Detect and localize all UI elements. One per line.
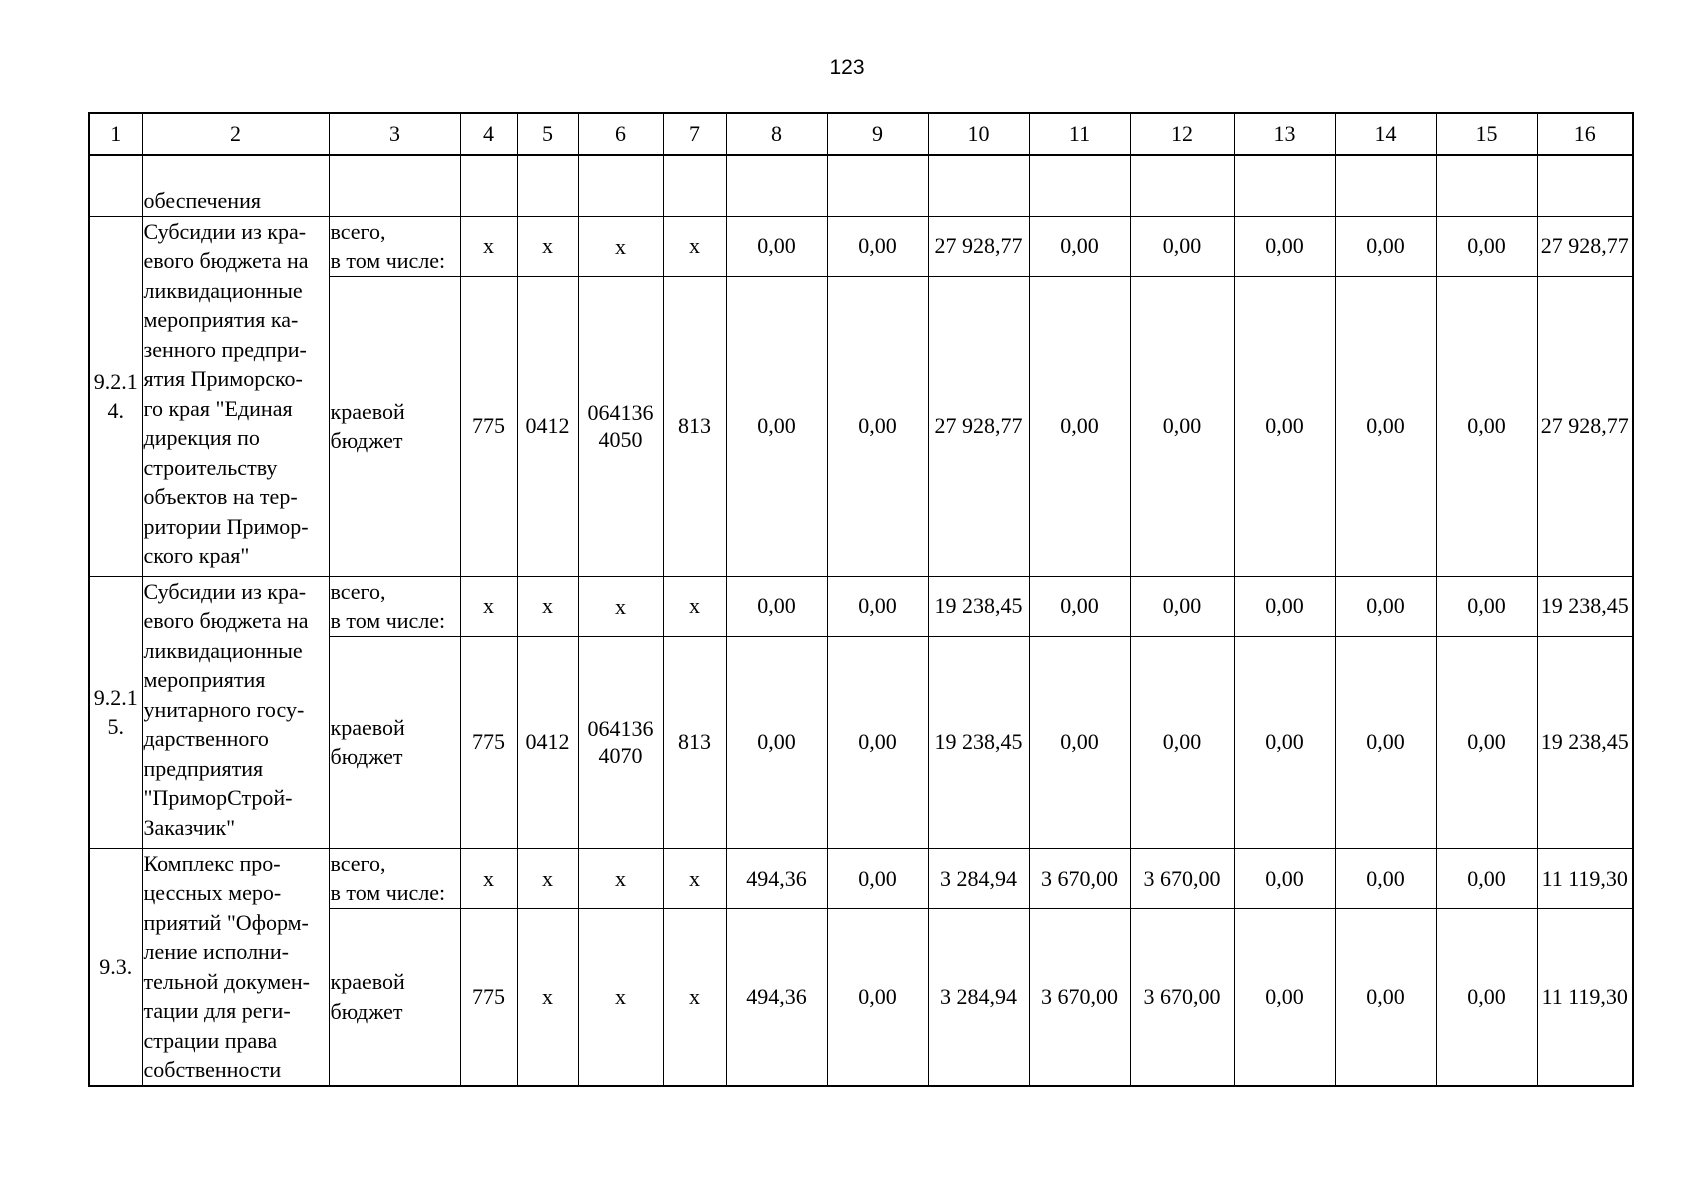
section-code-cell: x <box>517 848 578 909</box>
amount-cell: 27 928,77 <box>928 216 1029 276</box>
amount-cell: 0,00 <box>827 216 928 276</box>
column-header: 15 <box>1436 113 1537 155</box>
admin-code-cell: x <box>460 848 517 909</box>
table-cell <box>460 155 517 216</box>
item-name-cell: Субсидии из кра- евого бюджета на ликвидационные мероприятия унитарного госу- дарственного предприятия "ПриморСтрой- Заказчик" <box>142 576 329 848</box>
amount-cell: 27 928,77 <box>1537 216 1633 276</box>
column-header: 11 <box>1029 113 1130 155</box>
amount-cell: 0,00 <box>1234 216 1335 276</box>
column-header: 14 <box>1335 113 1436 155</box>
column-header: 5 <box>517 113 578 155</box>
amount-cell: 0,00 <box>726 216 827 276</box>
amount-cell: 0,00 <box>1335 276 1436 576</box>
amount-cell: 0,00 <box>1130 636 1234 848</box>
amount-cell: 0,00 <box>1234 276 1335 576</box>
column-header: 8 <box>726 113 827 155</box>
amount-cell: 0,00 <box>726 636 827 848</box>
amount-cell: 0,00 <box>726 576 827 636</box>
amount-cell: 0,00 <box>1029 636 1130 848</box>
expense-type-cell: x <box>663 216 726 276</box>
amount-cell: 3 670,00 <box>1130 848 1234 909</box>
item-number-cell: 9.3. <box>89 848 142 1086</box>
section-code-cell: x <box>517 576 578 636</box>
target-code-cell: 064136 4050 <box>578 276 663 576</box>
item-number-cell: 9.2.1 4. <box>89 216 142 576</box>
amount-cell: 0,00 <box>827 276 928 576</box>
amount-cell: 0,00 <box>1436 276 1537 576</box>
funding-level-cell: краевой бюджет <box>329 276 460 576</box>
table-cell <box>1537 155 1633 216</box>
amount-cell: 0,00 <box>1436 636 1537 848</box>
table-cell <box>928 155 1029 216</box>
section-code-cell: 0412 <box>517 276 578 576</box>
amount-cell: 3 670,00 <box>1029 848 1130 909</box>
amount-cell: 0,00 <box>1130 216 1234 276</box>
amount-cell: 19 238,45 <box>928 636 1029 848</box>
funding-level-cell: краевой бюджет <box>329 636 460 848</box>
target-code-cell: x <box>578 576 663 636</box>
amount-cell: 3 284,94 <box>928 848 1029 909</box>
column-header: 10 <box>928 113 1029 155</box>
column-header: 3 <box>329 113 460 155</box>
amount-cell: 19 238,45 <box>1537 636 1633 848</box>
column-header: 16 <box>1537 113 1633 155</box>
column-header: 13 <box>1234 113 1335 155</box>
amount-cell: 494,36 <box>726 848 827 909</box>
amount-cell: 19 238,45 <box>1537 576 1633 636</box>
amount-cell: 11 119,30 <box>1537 909 1633 1086</box>
column-header: 2 <box>142 113 329 155</box>
table-cell <box>726 155 827 216</box>
amount-cell: 0,00 <box>827 636 928 848</box>
amount-cell: 0,00 <box>1436 216 1537 276</box>
amount-cell: 0,00 <box>1234 636 1335 848</box>
amount-cell: 0,00 <box>1436 909 1537 1086</box>
table-cell <box>1436 155 1537 216</box>
expense-type-cell: 813 <box>663 636 726 848</box>
amount-cell: 0,00 <box>1436 576 1537 636</box>
amount-cell: 0,00 <box>1234 909 1335 1086</box>
admin-code-cell: 775 <box>460 276 517 576</box>
section-code-cell: 0412 <box>517 636 578 848</box>
amount-cell: 0,00 <box>726 276 827 576</box>
table-cell <box>827 155 928 216</box>
table-cell <box>1335 155 1436 216</box>
column-header: 7 <box>663 113 726 155</box>
amount-cell: 0,00 <box>1335 636 1436 848</box>
table-cell <box>1234 155 1335 216</box>
table-row-total <box>89 576 1633 636</box>
column-header: 6 <box>578 113 663 155</box>
amount-cell: 0,00 <box>1335 848 1436 909</box>
expense-type-cell: x <box>663 848 726 909</box>
header-row <box>89 113 1633 155</box>
amount-cell: 0,00 <box>827 848 928 909</box>
table-cell <box>517 155 578 216</box>
amount-cell: 0,00 <box>827 576 928 636</box>
column-header: 12 <box>1130 113 1234 155</box>
amount-cell: 11 119,30 <box>1537 848 1633 909</box>
admin-code-cell: 775 <box>460 636 517 848</box>
amount-cell: 3 284,94 <box>928 909 1029 1086</box>
admin-code-cell: x <box>460 216 517 276</box>
amount-cell: 0,00 <box>1335 216 1436 276</box>
amount-cell: 0,00 <box>1335 909 1436 1086</box>
expense-type-cell: x <box>663 909 726 1086</box>
continuation-row <box>89 155 1633 216</box>
expense-type-cell: x <box>663 576 726 636</box>
amount-cell: 0,00 <box>1029 276 1130 576</box>
amount-cell: 0,00 <box>1130 576 1234 636</box>
section-code-cell: x <box>517 216 578 276</box>
amount-cell: 0,00 <box>1130 276 1234 576</box>
admin-code-cell: x <box>460 576 517 636</box>
target-code-cell: 064136 4070 <box>578 636 663 848</box>
continued-name-cell: обеспечения <box>142 155 329 216</box>
table-row-total <box>89 848 1633 909</box>
section-code-cell: x <box>517 909 578 1086</box>
table-cell <box>1130 155 1234 216</box>
column-header: 9 <box>827 113 928 155</box>
table-cell <box>578 155 663 216</box>
column-header: 4 <box>460 113 517 155</box>
amount-cell: 27 928,77 <box>1537 276 1633 576</box>
amount-cell: 3 670,00 <box>1130 909 1234 1086</box>
amount-cell: 0,00 <box>1335 576 1436 636</box>
amount-cell: 0,00 <box>1436 848 1537 909</box>
target-code-cell: x <box>578 216 663 276</box>
budget-table <box>88 112 1634 1087</box>
amount-cell: 19 238,45 <box>928 576 1029 636</box>
amount-cell: 27 928,77 <box>928 276 1029 576</box>
funding-level-cell: всего, в том числе: <box>329 216 460 276</box>
amount-cell: 0,00 <box>1029 576 1130 636</box>
funding-level-cell: всего, в том числе: <box>329 848 460 909</box>
table-row-total <box>89 216 1633 276</box>
expense-type-cell: 813 <box>663 276 726 576</box>
target-code-cell: x <box>578 909 663 1086</box>
amount-cell: 0,00 <box>827 909 928 1086</box>
amount-cell: 0,00 <box>1234 848 1335 909</box>
funding-level-cell: всего, в том числе: <box>329 576 460 636</box>
table-cell <box>329 155 460 216</box>
table-cell <box>663 155 726 216</box>
admin-code-cell: 775 <box>460 909 517 1086</box>
amount-cell: 0,00 <box>1029 216 1130 276</box>
page-number: 123 <box>829 56 865 79</box>
item-name-cell: Комплекс про- цессных меро- приятий "Оформ- ление исполни- тельной докумен- тации для реги- страции права собственности <box>142 848 329 1086</box>
target-code-cell: x <box>578 848 663 909</box>
item-name-cell: Субсидии из кра- евого бюджета на ликвидационные мероприятия ка- зенного предпри- ятия Приморско- го края "Единая дирекция по строительству объектов на тер- ритории Примор- ского края" <box>142 216 329 576</box>
table-cell <box>89 155 142 216</box>
table-cell <box>1029 155 1130 216</box>
amount-cell: 3 670,00 <box>1029 909 1130 1086</box>
funding-level-cell: краевой бюджет <box>329 909 460 1086</box>
amount-cell: 0,00 <box>1234 576 1335 636</box>
amount-cell: 494,36 <box>726 909 827 1086</box>
column-header: 1 <box>89 113 142 155</box>
item-number-cell: 9.2.1 5. <box>89 576 142 848</box>
